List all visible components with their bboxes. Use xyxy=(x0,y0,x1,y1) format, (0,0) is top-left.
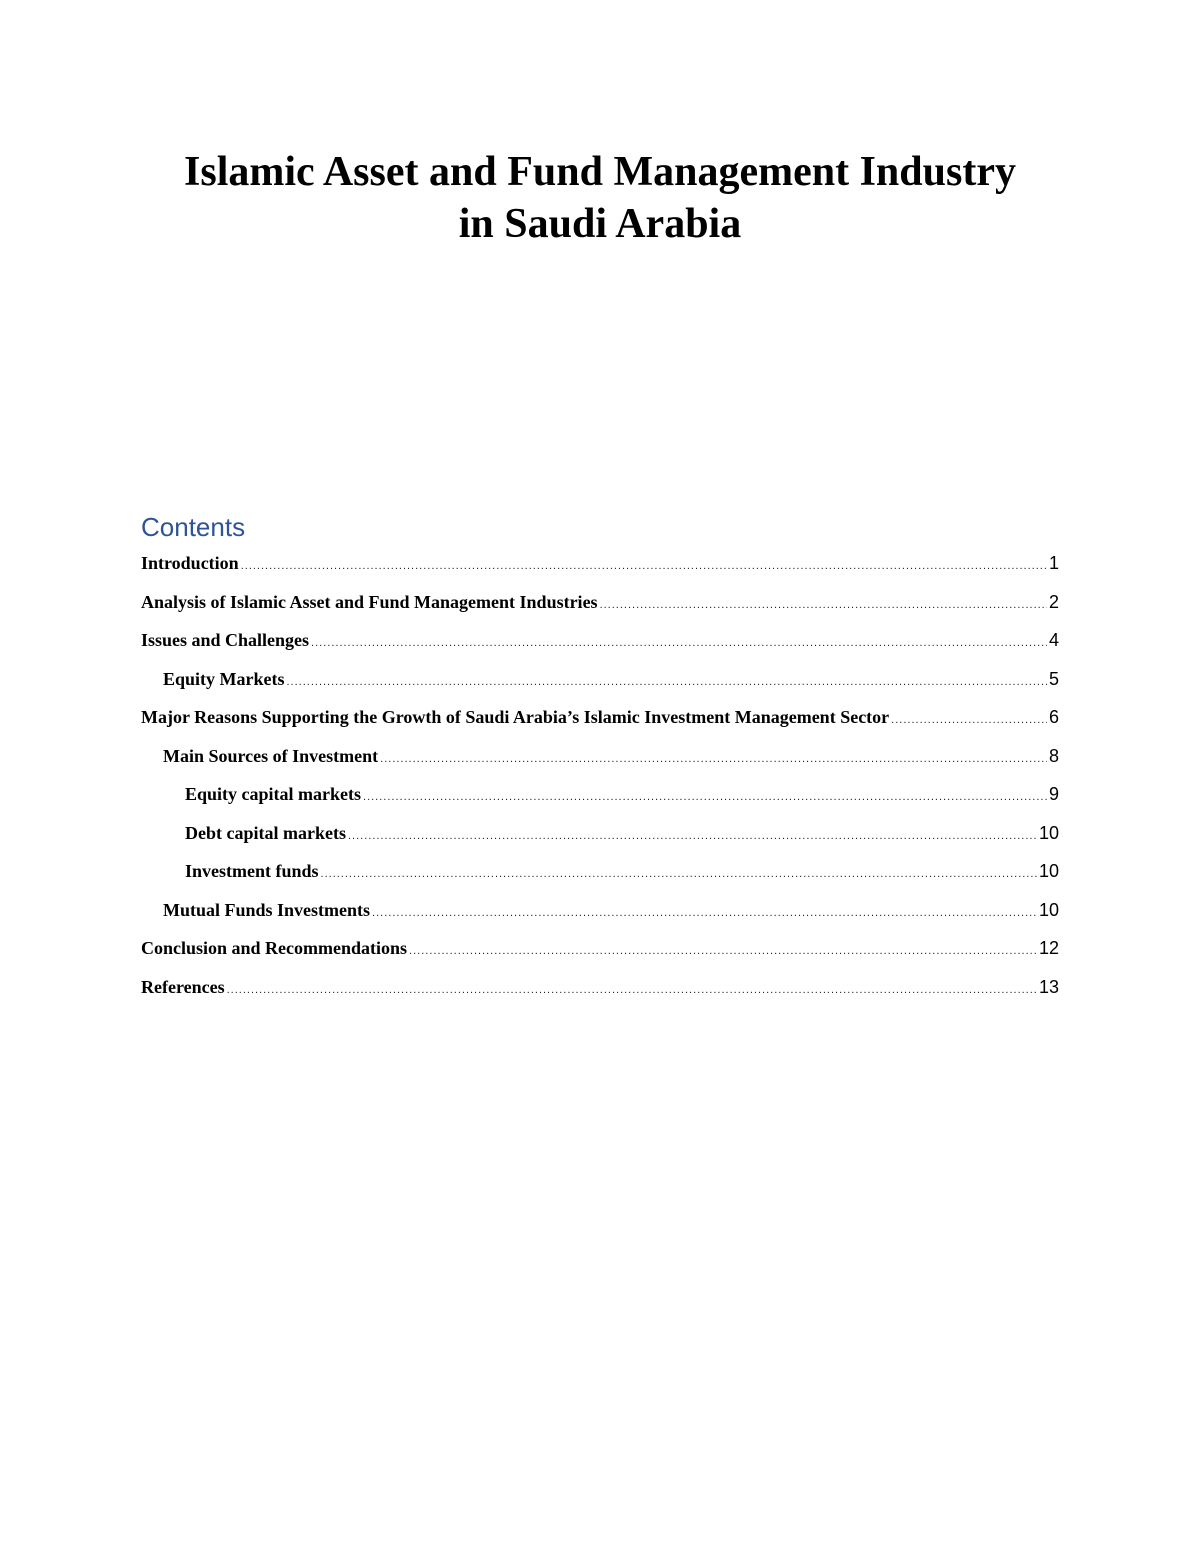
toc-dot-leader xyxy=(311,624,1047,663)
contents-heading: Contents xyxy=(141,512,246,542)
toc-dot-leader xyxy=(287,663,1047,702)
toc-entry-label: Main Sources of Investment xyxy=(163,745,379,766)
document-title xyxy=(100,146,1100,250)
toc-entry-introduction[interactable] xyxy=(141,544,1059,583)
toc-dot-leader xyxy=(363,778,1047,817)
toc-dot-leader xyxy=(372,894,1037,933)
toc-entry-main-sources[interactable] xyxy=(141,737,1059,776)
toc-entry-issues-and-challenges[interactable] xyxy=(141,621,1059,660)
toc-page-number: 5 xyxy=(1048,668,1059,689)
toc-page-number: 10 xyxy=(1038,861,1059,881)
toc-entry-conclusion[interactable] xyxy=(141,929,1059,968)
toc-dot-leader xyxy=(321,855,1037,894)
toc-page-number: 10 xyxy=(1038,899,1059,920)
toc-page-number: 9 xyxy=(1048,784,1059,804)
toc-entry-label: Introduction xyxy=(141,553,239,573)
toc-entry-equity-markets[interactable] xyxy=(141,660,1059,699)
toc-page-number: 6 xyxy=(1048,707,1059,727)
document-title-line-2: in Saudi Arabia xyxy=(458,201,742,247)
toc-entry-investment-funds[interactable] xyxy=(141,852,1059,891)
toc-entry-mutual-funds[interactable] xyxy=(141,891,1059,930)
toc-page-number: 10 xyxy=(1038,822,1059,843)
toc-entry-equity-capital-markets[interactable] xyxy=(141,775,1059,814)
document-title-line-1: Islamic Asset and Fund Management Industry xyxy=(184,149,1016,195)
toc-dot-leader xyxy=(891,701,1047,740)
toc-entry-references[interactable] xyxy=(141,968,1059,1007)
toc-entry-label: Investment funds xyxy=(185,861,319,881)
toc-dot-leader xyxy=(227,971,1037,1010)
toc-entry-label: Major Reasons Supporting the Growth of Saudi Arabia’s Islamic Investment Management Sector xyxy=(141,707,890,727)
toc-dot-leader xyxy=(409,932,1037,971)
toc-entry-label: Issues and Challenges xyxy=(141,630,310,650)
toc-entry-debt-capital-markets[interactable] xyxy=(141,814,1059,853)
toc-page-number: 13 xyxy=(1038,976,1059,997)
toc-page-number: 4 xyxy=(1048,630,1059,650)
toc-page-number: 12 xyxy=(1038,938,1059,958)
toc-entry-major-reasons[interactable] xyxy=(141,698,1059,737)
toc-page-number: 8 xyxy=(1048,745,1059,766)
toc-dot-leader xyxy=(348,817,1037,856)
toc-entry-label: Analysis of Islamic Asset and Fund Management Industries xyxy=(141,591,598,612)
toc-dot-leader xyxy=(600,586,1047,625)
toc-dot-leader xyxy=(241,547,1047,586)
toc-dot-leader xyxy=(380,740,1047,779)
toc-page-number: 2 xyxy=(1048,591,1059,612)
table-of-contents xyxy=(141,544,1059,1006)
toc-entry-label: References xyxy=(141,976,225,997)
toc-entry-label: Equity Markets xyxy=(163,668,285,689)
toc-entry-label: Equity capital markets xyxy=(185,784,362,804)
toc-entry-label: Conclusion and Recommendations xyxy=(141,938,408,958)
toc-entry-analysis[interactable] xyxy=(141,583,1059,622)
toc-page-number: 1 xyxy=(1048,553,1059,573)
toc-entry-label: Debt capital markets xyxy=(185,822,346,843)
toc-entry-label: Mutual Funds Investments xyxy=(163,899,371,920)
